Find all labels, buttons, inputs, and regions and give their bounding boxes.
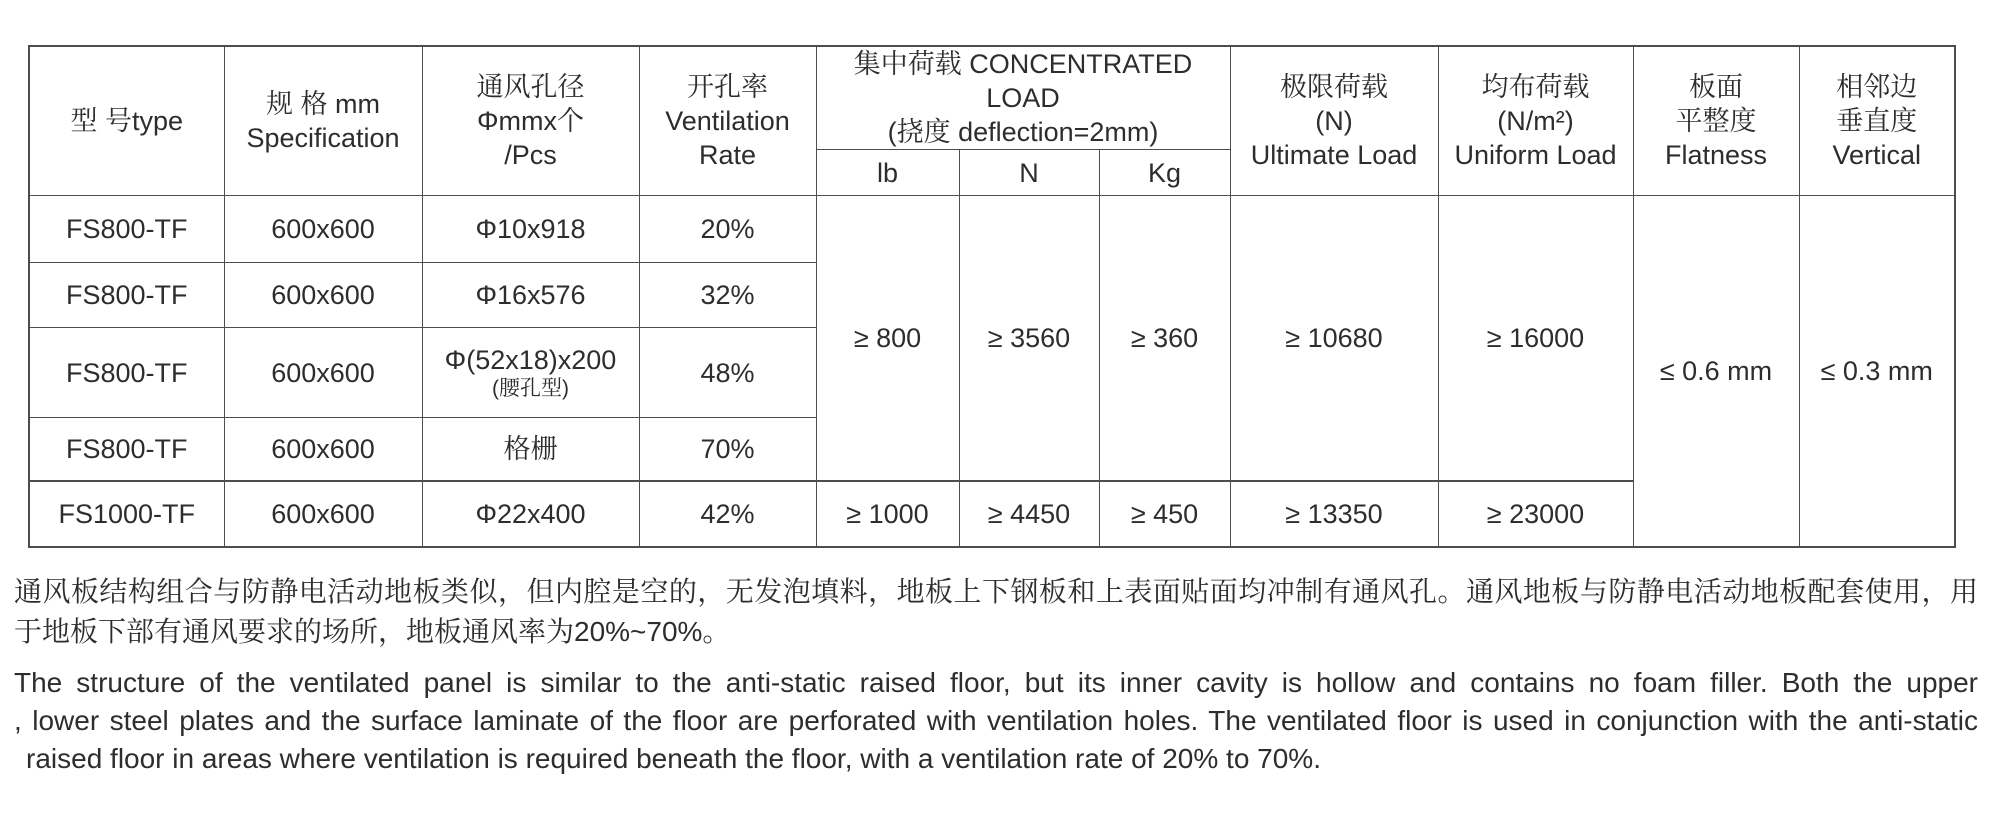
col-header-vertical: 相邻边 垂直度 Vertical [1799, 46, 1955, 196]
cell-model: FS800-TF [29, 418, 224, 481]
col-header-uniform-load: 均布荷载 (N/m²) Uniform Load [1438, 46, 1633, 196]
description-block [14, 572, 1978, 778]
col-header-concentrated-load: 集中荷载 CONCENTRATED LOAD (挠度 deflection=2mm) [816, 46, 1230, 150]
cell-hole: 格栅 [422, 418, 639, 481]
cell-hole: Φ10x918 [422, 196, 639, 263]
cell-model: FS1000-TF [29, 481, 224, 547]
cell-hole: Φ22x400 [422, 481, 639, 547]
cell-uniform: ≥ 23000 [1438, 481, 1633, 547]
cell-rate: 70% [639, 418, 816, 481]
cell-spec: 600x600 [224, 196, 422, 263]
cell-load-kg-merged: ≥ 360 [1099, 196, 1230, 481]
cell-model: FS800-TF [29, 328, 224, 418]
col-header-flatness: 板面 平整度 Flatness [1633, 46, 1799, 196]
cell-spec: 600x600 [224, 328, 422, 418]
description-en-line: The structure of the ventilated panel is similar to the anti-static raised floor, but its inner cavity is hollow and contains no foam filler. Both the upper [14, 667, 1978, 698]
cell-load-lb: ≥ 1000 [816, 481, 959, 547]
cell-uniform-merged: ≥ 16000 [1438, 196, 1633, 481]
cell-hole [422, 328, 639, 418]
col-header-ultimate-load: 极限荷载 (N) Ultimate Load [1230, 46, 1438, 196]
cell-hole-note: (腰孔型) [492, 376, 569, 400]
cell-rate: 32% [639, 263, 816, 328]
col-header-spec: 规 格 mm Specification [224, 46, 422, 196]
cell-rate: 20% [639, 196, 816, 263]
cell-rate: 48% [639, 328, 816, 418]
cell-load-n-merged: ≥ 3560 [959, 196, 1099, 481]
col-header-hole: 通风孔径 Φmmx个 /Pcs [422, 46, 639, 196]
col-header-lb: lb [816, 150, 959, 196]
cell-flatness-merged: ≤ 0.6 mm [1633, 196, 1799, 547]
description-en-line: raised floor in areas where ventilation is required beneath the floor, with a ventilation rate of 20% to 70%. [26, 743, 1321, 774]
cell-ultimate-merged: ≥ 10680 [1230, 196, 1438, 481]
cell-spec: 600x600 [224, 263, 422, 328]
cell-vertical-merged: ≤ 0.3 mm [1799, 196, 1955, 547]
cell-hole-value: Φ(52x18)x200 [444, 344, 617, 375]
description-en-line: , lower steel plates and the surface laminate of the floor are perforated with ventilation holes. The ventilated floor is used in conjunction with the anti-static [14, 705, 1978, 736]
table-row [29, 196, 1955, 263]
description-en-paragraph [14, 664, 1978, 778]
col-header-model [29, 46, 224, 196]
ventilated-panel-spec-table [28, 45, 1956, 548]
cell-spec: 600x600 [224, 481, 422, 547]
header-row-main [29, 46, 1955, 150]
cell-load-kg: ≥ 450 [1099, 481, 1230, 547]
cell-load-n: ≥ 4450 [959, 481, 1099, 547]
col-header-kg: Kg [1099, 150, 1230, 196]
cell-spec: 600x600 [224, 418, 422, 481]
description-zh-line: 通风板结构组合与防静电活动地板类似，但内腔是空的，无发泡填料，地板上下钢板和上表面贴面均冲制有通风孔。通风地板与防静电活动地板配套使用，用 [14, 576, 1978, 607]
cell-load-lb-merged: ≥ 800 [816, 196, 959, 481]
description-zh-line: 于地板下部有通风要求的场所，地板通风率为20%~70%。 [14, 616, 731, 647]
cell-model: FS800-TF [29, 196, 224, 263]
cell-rate: 42% [639, 481, 816, 547]
col-header-model-label: 型 号type [70, 106, 184, 136]
col-header-n: N [959, 150, 1099, 196]
cell-model: FS800-TF [29, 263, 224, 328]
cell-hole: Φ16x576 [422, 263, 639, 328]
col-header-rate: 开孔率 Ventilation Rate [639, 46, 816, 196]
cell-ultimate: ≥ 13350 [1230, 481, 1438, 547]
